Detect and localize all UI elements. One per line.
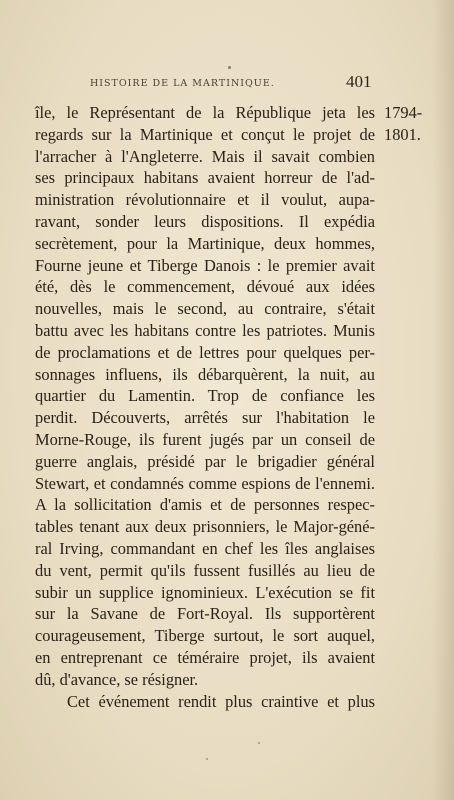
text-line: île, le Représentant de la République jeta les — [35, 103, 375, 122]
text-line: courageusement, Tiberge surtout, le sort auquel, — [35, 626, 375, 646]
margin-date-bottom: 1801. — [384, 125, 421, 144]
running-head: HISTOIRE DE LA MARTINIQUE. — [90, 78, 275, 89]
text-line: ravant, sonder leurs dispositions. Il expédia — [35, 211, 375, 231]
text-line: Cet événement rendit plus craintive et plus — [67, 691, 375, 711]
text-line: sur la Savane de Fort-Royal. Ils supportèrent — [35, 604, 375, 624]
text-line: subir un supplice ignominieux. L'exécution se fit — [35, 582, 375, 602]
header-ornament-dot — [228, 66, 231, 69]
text-line: été, dès le commencement, dévoué aux idées — [35, 277, 375, 297]
text-line: en entreprenant ce téméraire projet, ils avaient — [35, 647, 375, 667]
paper-speck — [206, 758, 208, 760]
text-line: regards sur la Martinique et conçut le projet de — [35, 124, 375, 144]
text-line: sonnages influens, ils débarquèrent, la nuit, au — [35, 364, 375, 384]
body-text — [35, 102, 375, 712]
text-line: A la sollicitation d'amis et de personnes respec- — [35, 495, 375, 515]
text-line: battu avec les habitans contre les patriotes. Munis — [35, 320, 375, 340]
text-line: tables tenant aux deux prisonniers, le Major-géné- — [35, 517, 375, 537]
paper-speck — [258, 742, 260, 744]
text-line: Stewart, et condamnés comme espions de l'ennemi. — [35, 473, 375, 493]
text-line: perdit. Découverts, arrêtés sur l'habitation le — [35, 408, 375, 428]
text-line: dû, d'avance, se résigner. — [35, 669, 199, 689]
text-line: ral Irving, commandant en chef les îles anglaises — [35, 538, 375, 558]
text-line: l'arracher à l'Angleterre. Mais il savait combien — [35, 146, 375, 166]
text-line: Fourne jeune et Tiberge Danois : le premier avait — [35, 255, 375, 275]
text-line: du vent, permit qu'ils fussent fusillés au lieu de — [35, 560, 375, 580]
page-number: 401 — [346, 72, 372, 91]
gutter-shadow — [432, 0, 454, 800]
text-line: ministration révolutionnaire et il voulut, aupa- — [35, 190, 375, 210]
text-line: nouvelles, mais le second, au contraire, s'était — [35, 299, 375, 319]
text-line: quartier du Lamentin. Trop de confiance les — [35, 386, 375, 406]
text-line: Morne-Rouge, ils furent jugés par un conseil de — [35, 429, 375, 449]
text-line: guerre anglais, présidé par le brigadier général — [35, 451, 375, 471]
text-line: ses principaux habitans avaient horreur de l'ad- — [35, 168, 375, 188]
text-line: secrètement, pour la Martinique, deux hommes, — [35, 233, 375, 253]
text-line: de proclamations et de lettres pour quelques per- — [35, 342, 375, 362]
margin-date-top: 1794- — [384, 103, 423, 122]
